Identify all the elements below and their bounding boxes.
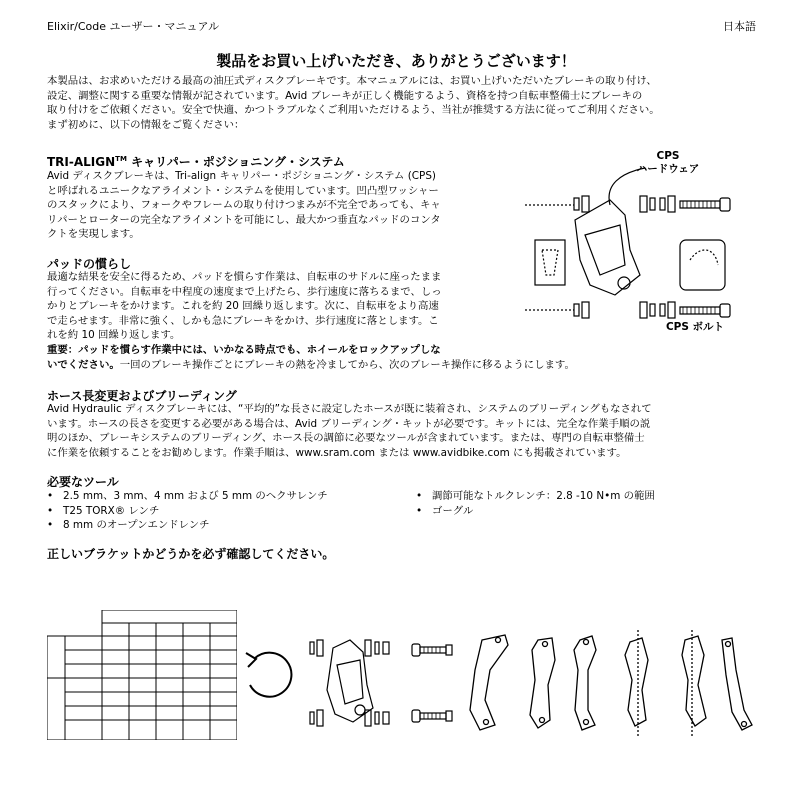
pads-paragraph: 最適な結果を安全に得るため、パッドを慣らす作業は、自転車のサドルに座ったまま 行ってください。自転車を中程度の速度まで上げたら、歩行速度に落ちるまで、しっ かりとブレーキをかけます。これを約 20 回繰り返します。次に、自転車をより高速 で走らせます。非常に強く、しかも急にブレーキをかけ、歩行速度に落とします。こ れを約 10 回繰り返します。 重要：パッドを慣らす作業中には、いかなる時点でも、ホイールをロックアップしな [47, 270, 517, 358]
cps-bolt-label: CPS ボルト [665, 321, 725, 333]
warning-line: 重要：パッドを慣らす作業中には、いかなる時点でも、ホイールをロックアップしな [47, 343, 441, 356]
pads-heading: パッドの慣らし [47, 257, 132, 271]
intro-paragraph [47, 74, 757, 132]
language-label: 日本語 [723, 20, 756, 33]
tri-align-paragraph: Avid ディスクブレーキは、Tri-align キャリパー・ポジショニング・システム (CPS) と呼ばれるユニークなアライメント・システムを使用しています。凹凸型ワッシャー のスタックにより、フォークやフレームの取り付けつまみが不完全であっても、キャ リパーとローターの完全なアライメントを可能にし、最大かつ垂直なパッドのコンタ クトを実現します。 [47, 170, 441, 241]
manual-title: Elixir/Code ユーザー・マニュアル [47, 20, 220, 33]
bracket-table [47, 610, 237, 744]
list-item: • ゴーグル [416, 504, 655, 519]
intro-line: まず初めに、以下の情報をご覧ください： [47, 118, 245, 131]
list-item: • 調節可能なトルクレンチ：2.8 -10 N•m の範囲 [416, 489, 655, 504]
cps-hardware-label: CPS ハードウェア [636, 150, 700, 175]
bracket-4-icon [625, 638, 648, 726]
hose-heading: ホース長変更およびブリーディング [47, 389, 237, 403]
upper-washers [574, 196, 730, 212]
bracket-2-icon [530, 638, 555, 728]
caliper-icon [575, 200, 640, 295]
rotate-arrow-icon [240, 645, 296, 705]
tools-list-right [416, 489, 655, 518]
tools-list-left [47, 489, 328, 533]
intro-line: 設定、調整に関する重要な情報が記されています。Avid ブレーキが正しく機能するよう、資格を持つ自転車整備士にブレーキの [47, 89, 643, 102]
page-title: 製品をお買い上げいただき、ありがとうございます！ [216, 52, 576, 70]
washer-detail-right [680, 240, 725, 290]
list-item: • 8 mm のオープンエンドレンチ [47, 518, 328, 533]
bracket-5-icon [682, 636, 706, 726]
tools-heading: 必要なツール [47, 475, 119, 489]
bracket-1-icon [470, 635, 508, 730]
bracket-notice: 正しいブラケットかどうかを必ず確認してください。 [47, 547, 335, 561]
warning-line-2: いでください。一回のブレーキ操作ごとにブレーキの熱を冷ましてから、次のブレーキ操作に移るようにします。 [47, 359, 575, 371]
intro-line: 本製品は、お求めいただける最高の油圧式ディスクブレーキです。本マニュアルには、お買い上げいただいたブレーキの取り付け、 [47, 75, 657, 87]
list-item: • 2.5 mm、3 mm、4 mm および 5 mm のヘクサレンチ [47, 489, 328, 504]
bracket-3-icon [574, 636, 596, 730]
washer-detail-left [535, 240, 565, 285]
cps-exploded-diagram [520, 165, 750, 340]
lower-washers [574, 302, 730, 318]
bracket-6-icon [722, 638, 752, 730]
brackets-icon [460, 630, 760, 740]
list-item: • T25 TORX® レンチ [47, 504, 328, 519]
caliper-assembly-icon [305, 630, 405, 740]
tri-align-heading: TRI-ALIGN™ キャリパー・ポジショニング・システム [47, 155, 345, 169]
intro-line: 取り付けをご依頼ください。安全で快適、かつトラブルなくご利用いただけるよう、当社が推奨する方法に従ってご利用ください。 [47, 104, 660, 117]
hose-paragraph: Avid Hydraulic ディスクブレーキには、“平均的”な長さに設定したホースが既に装着され、システムのブリーディングもなされて います。ホースの長さを変更する必要がある場合は、Avid ブリーディング・キットが必要です。キットには、完全な作業手順の説 明のほか、ブレーキシステムのブリーディング、ホース長の調節に必要なツールが含まれています。または、専門の自転車整備士 に作業を依頼することをお勧めします。作業手順は、www.sram.com または www.avidbike.com にも掲載されています。 [47, 403, 652, 459]
bolts-icon [410, 640, 460, 730]
